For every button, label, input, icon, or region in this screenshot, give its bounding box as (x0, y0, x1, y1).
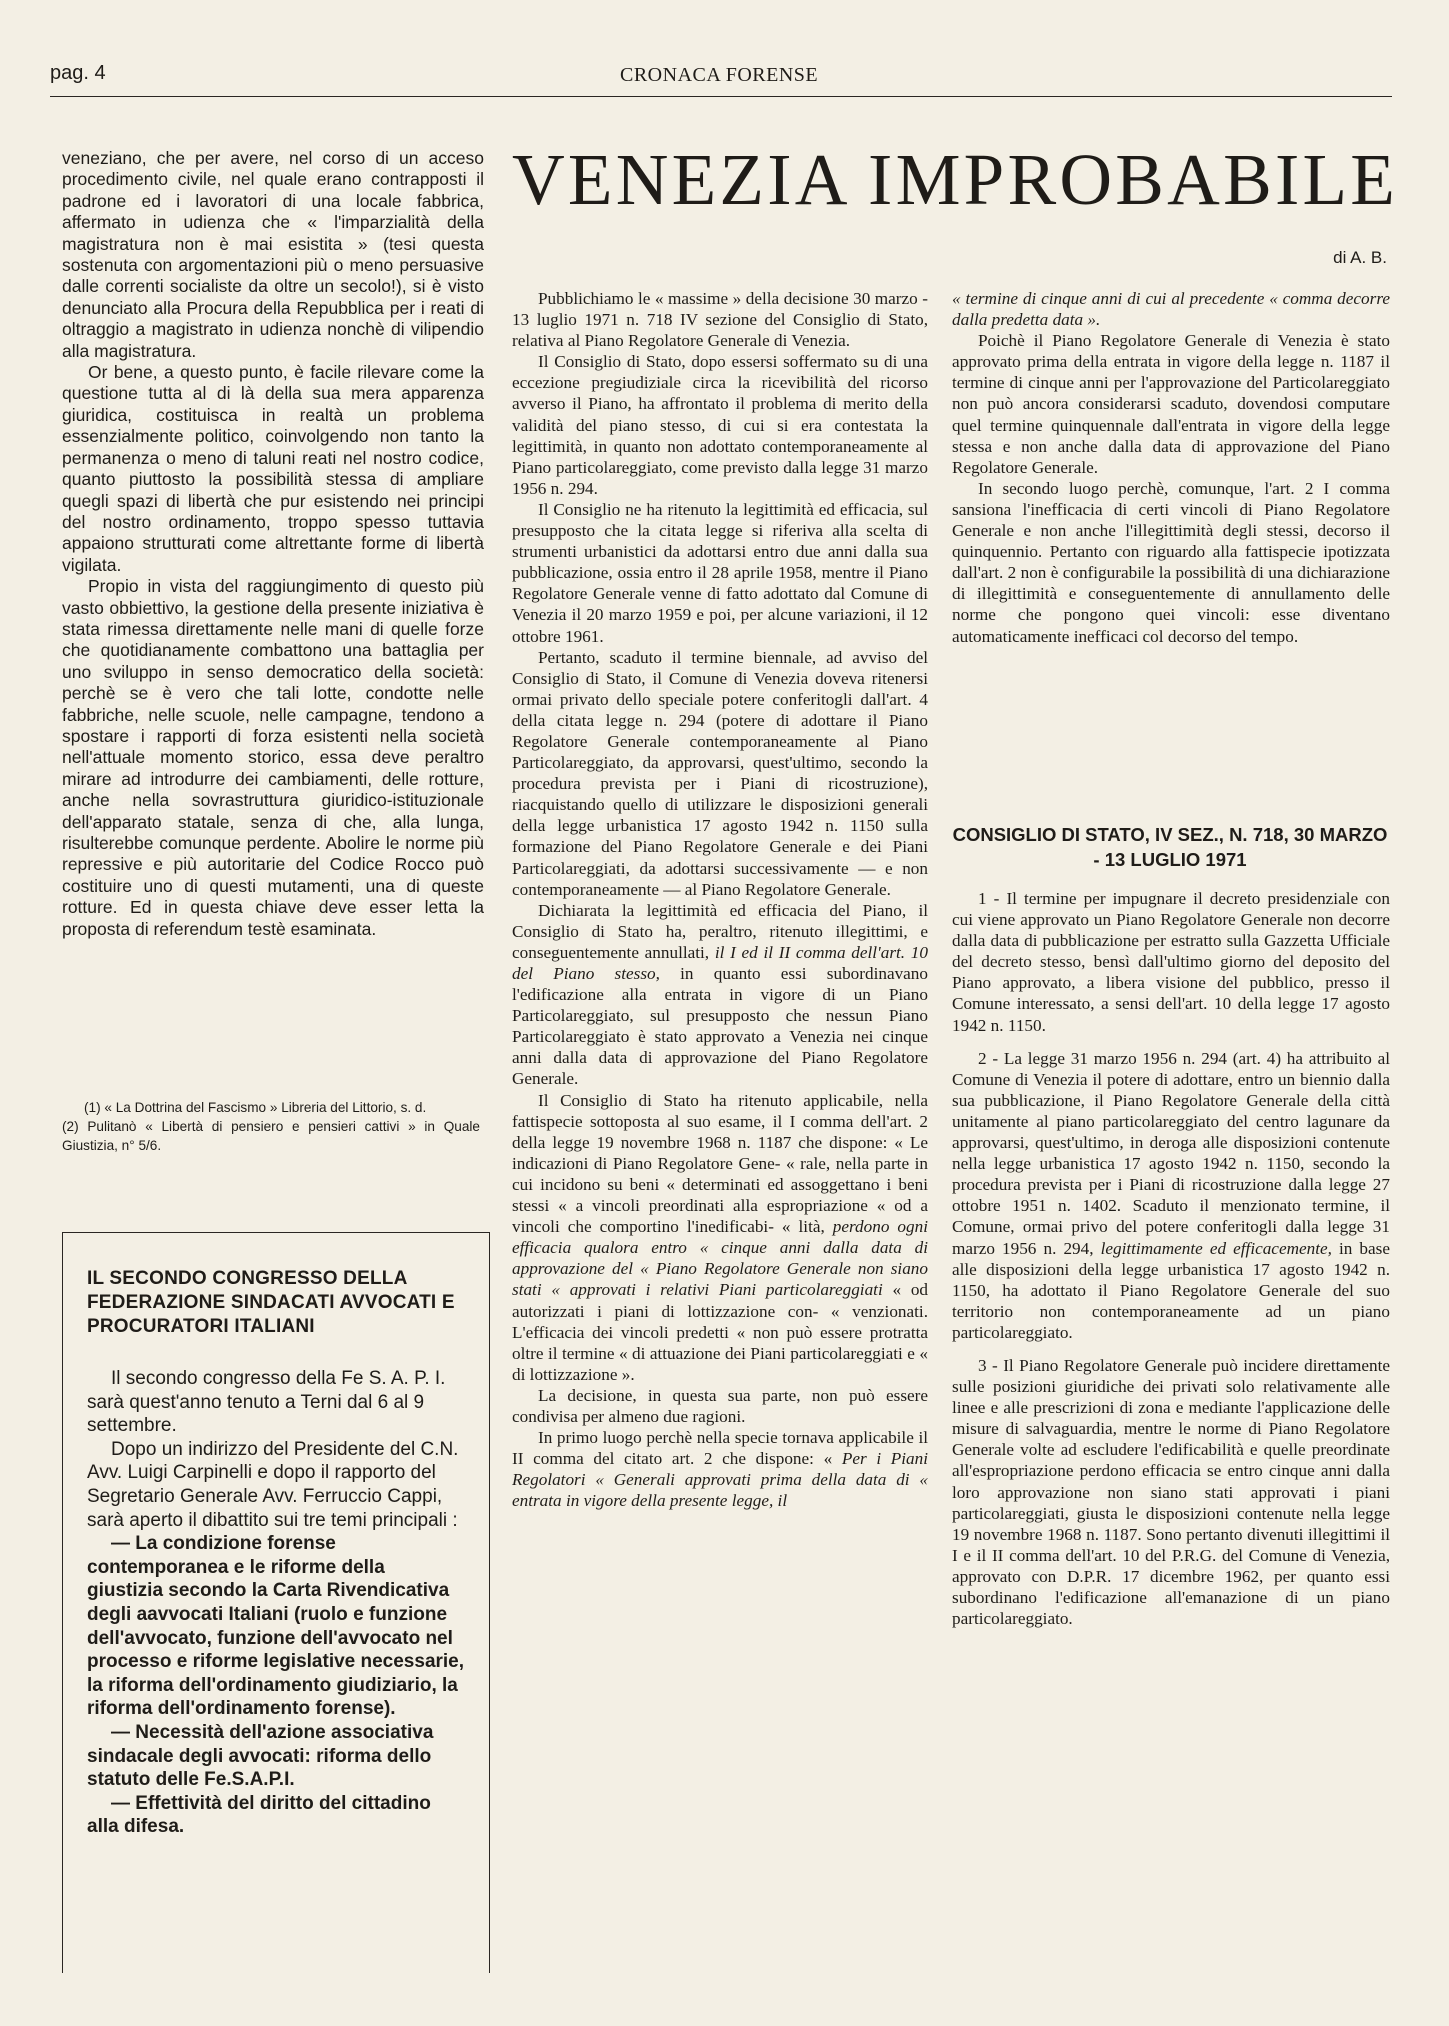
box-body (87, 1367, 465, 1839)
footnote: (2) Pulitanò « Libertà di pensiero e pensieri cattivi » in Quale Giustizia, n° 5/6. (62, 1119, 480, 1153)
column-left (62, 148, 484, 940)
box-paragraph: Dopo un indirizzo del Presidente del C.N. Avv. Luigi Carpinelli e dopo il rapporto del Segretario Generale Avv. Ferruccio Cappi, sarà aperto il dibattito sui tre temi principali : (87, 1438, 459, 1531)
paragraph: Il Consiglio di Stato, dopo essersi soffermato su di una eccezione pregiudiziale circa la ricevibilità del ricorso avverso il Piano, ha affrontato il problema di merito della validità del piano stesso, di cui si era contestata la legittimità, in quanto non adottato contemporaneamente al Piano particolareggiato, come previsto dalla legge 31 marzo 1956 n. 294. (512, 352, 928, 498)
section-heading: CONSIGLIO DI STATO, IV SEZ., N. 718, 30 MARZO - 13 LUGLIO 1971 (952, 824, 1388, 870)
header-rule (50, 96, 1392, 97)
box-title: IL SECONDO CONGRESSO DELLA FEDERAZIONE SINDACATI AVVOCATI E PROCURATORI ITALIANI (87, 1268, 455, 1337)
paragraph: La decisione, in questa sua parte, non può essere condivisa per almeno due ragioni. (512, 1385, 928, 1426)
running-head: CRONACA FORENSE (620, 64, 819, 86)
paragraph: Or bene, a questo punto, è facile rilevare come la questione tutta al di là della sua mera apparenza giuridica, costituisca in realtà un problema essenzialmente politico, coinvolgendo non tanto la permanenza o meno di taluni reati nel nostro codice, quanto piuttosto la possibilità stessa di ampliare quegli spazi di libertà che pur esistendo nei principi del nostro ordinamento, troppo spesso tuttavia appaiono strutturati come altrettante forme di libertà vigilata. (62, 362, 484, 575)
paragraph: Il Consiglio ne ha ritenuto la legittimità ed efficacia, sul presupposto che la citata legge si riferiva alla scelta di strumenti urbanistici da adottarsi entro due anni dalla sua pubblicazione, ossia entro il 28 aprile 1958, mentre il Piano Regolatore Generale venne di fatto adottato dal Comune di Venezia il 20 marzo 1959 e poi, per alcune variazioni, il 12 ottobre 1961. (512, 499, 928, 646)
paragraph: Propio in vista del raggiungimento di questo più vasto obbiettivo, la gestione della presente iniziativa è stata rimessa direttamente nelle mani di quelle forze che quotidianamente combattono una battaglia per uno sviluppo in senso democratico della società: perchè se è vero che tali lotte, condotte nelle fabbriche, nelle scuole, nelle campagne, tendono a spostare i rapporti di forza esistenti nella società nell'attuale momento storico, essa deve peraltro mirare ad introdurre dei cambiamenti, delle rotture, anche nella sovrastruttura giuridico-istituzionale dell'apparato statale, senza di che, alla lunga, risulterebbe comunque perdente. Abolire le norme più repressive e più autoritarie del Codice Rocco può costituire uno di questi mutamenti, una di queste rotture. Ed in questa chiave deve esser letta la proposta di referendum testè esaminata. (62, 576, 484, 939)
box-theme: — La condizione forense contemporanea e le riforme della giustizia secondo la Carta Rivendicativa degli aavvocati Italiani (ruolo e funzione dell'avvocato, funzione dell'avvocato nel processo e riforme legislative necessarie, la riforma dell'ordinamento giudiziario, la riforma dell'ordinamento forense). (87, 1533, 465, 1720)
page-number: pag. 4 (50, 62, 106, 84)
box-paragraph: Il secondo congresso della Fe S. A. P. I. sarà quest'anno tenuto a Terni dal 6 al 9 settembre. (87, 1368, 446, 1437)
box-theme: — Effettività del diritto del cittadino alla difesa. (87, 1792, 431, 1838)
paragraph: Pubblichiamo le « massime » della decisione 30 marzo - 13 luglio 1971 n. 718 IV sezione del Consiglio di Stato, relativa al Piano Regolatore Generale di Venezia. (512, 289, 928, 351)
paragraph: Pertanto, scaduto il termine biennale, ad avviso del Consiglio di Stato, il Comune di Venezia doveva ritenersi ormai privato dello speciale potere conferitogli dall'art. 4 della citata legge n. 294 (potere di adottare il Piano Regolatore Generale contemporaneamente al Piano Particolareggiato, da approvarsi, quest'ultimo, secondo la procedura prevista per i Piani di ricostruzione), riacquistando quello di utilizzare le disposizioni generali della legge urbanistica 17 agosto 1942 n. 1150 sulla formazione del Piano Regolatore Generale e dei Piani Particolareggiati, da adottarsi successivamente — e non contemporaneamente — al Piano Regolatore Generale. (512, 647, 928, 899)
column-middle (512, 288, 928, 1511)
footnote: (1) « La Dottrina del Fascismo » Libreria del Littorio, s. d. (84, 1100, 427, 1115)
maxim: 3 - Il Piano Regolatore Generale può incidere direttamente sulle posizioni giuridiche dei privati solo relativamente alle linee e alle prescrizioni di zona e mediante l'applicazione delle misure di salvaguardia, mentre le norme di Piano Regolatore Generale volte ad escludere l'edificabilità e quelle preordinate all'espropriazione perdono efficacia se entro cinque anni dalla loro approvazione non siano stati approvati i piani particolareggiati, giusta le disposizioni contenute nella legge 19 novembre 1968 n. 1187. Sono pertanto divenuti illegittimi il I e il II comma dell'art. 10 del P.R.G. del Comune di Venezia, approvato con D.P.R. 17 dicembre 1962, per quanto essi subordinano l'edificazione all'emanazione di un piano particolareggiato. (952, 1355, 1390, 1629)
maxim: 2 - La legge 31 marzo 1956 n. 294 (art. 4) ha attribuito al Comune di Venezia il potere di adottare, entro un biennio dalla sua pubblicazione, il Piano Regolatore Generale della città unitamente al piano particolareggiato del centro lagunare da approvarsi, quest'ultimo, in deroga alle disposizioni contenute nella legge urbanistica 17 agosto 1942 n. 1150, secondo la procedura prevista per i Piani di ricostruzione dalla legge 27 ottobre 1951 n. 1402. Scaduto il menzionato termine, il Comune, ormai privo del potere conferitogli dalla legge 31 marzo 1956 n. 294, legittimamente ed efficacemente, in base alle disposizioni della legge urbanistica 17 agosto 1942 n. 1150, ha adottato il Piano Regolatore Generale del suo territorio non contemporaneamente ad un piano particolareggiato. (952, 1048, 1390, 1342)
footnotes (62, 1098, 480, 1155)
maxim: 1 - Il termine per impugnare il decreto presidenziale con cui viene approvato un Piano Regolatore Generale non decorre dalla data di pubblicazione per estratto sulla Gazzetta Ufficiale del decreto stesso, bensì dall'ultimo giorno del deposito del Piano approvato, a libera visione del pubblico, presso il Comune interessato, a sensi dell'art. 10 della legge 17 agosto 1942 n. 1150. (952, 889, 1390, 1035)
paragraph: In primo luogo perchè nella specie tornava applicabile il II comma del citato art. 2 che dispone: « Per i Piani Regolatori « Generali approvati prima della data di « entrata in vigore della presente legge, il (512, 1428, 928, 1511)
paragraph: Dichiarata la legittimità ed efficacia del Piano, il Consiglio di Stato ha, peraltro, ritenuto illegittimi, e conseguentemente annullati, il I ed il II comma dell'art. 10 del Piano stesso, in quanto essi subordinavano l'edificazione alla entrata in vigore di un Piano Particolareggiato, sul presupposto che nessun Piano Particolareggiato è stato approvato a Venezia nei cinque anni dalla data di approvazione del Piano Regolatore Generale. (512, 900, 928, 1089)
paragraph: Poichè il Piano Regolatore Generale di Venezia è stato approvato prima della entrata in vigore della legge n. 1187 il termine di cinque anni per l'approvazione del Particolareggiato non può ancora considerarsi scaduto, dovendosi computare quel termine quinquennale dall'entrata in vigore della legge stessa e non anche dalla data di approvazione del Piano Regolatore Generale. (952, 331, 1390, 477)
byline: di A. B. (1333, 248, 1387, 267)
column-right (952, 288, 1390, 647)
paragraph: In secondo luogo perchè, comunque, l'art. 2 I comma sansiona l'inefficacia di certi vincoli di Piano Regolatore Generale e non anche l'illegittimità degli stessi, decorso il quinquennio. Pertanto con riguardo alla fattispecie ipotizzata dall'art. 2 non è configurabile la possibilità di una dichiarazione di illegittimità e conseguentemente di annullamento delle norme che pongono quei vincoli: esse diventano automaticamente inefficaci col decorso del tempo. (952, 478, 1390, 646)
paragraph: Il Consiglio di Stato ha ritenuto applicabile, nella fattispecie sottoposta al suo esame, il I comma dell'art. 2 della legge 19 novembre 1968 n. 1187 che dispone: « Le indicazioni di Piano Regolatore Gene- « rale, nella parte in cui incidono su beni « determinati ed assoggettano i beni stessi « a vincoli preordinati alla espropriazione « od a vincoli che comportino l'inedificabi- « lità, perdono ogni efficacia qualora entro « cinque anni dalla data di approvazione del « Piano Regolatore Generale non siano stati « approvati i relativi Piani particolareggiati « od autorizzati i piani di lottizzazione con- « venzionati. L'efficacia dei vincoli predetti « non può essere protratta oltre il termine « di attuazione dei Piani particolareggiati e « di lottizzazione ». (512, 1090, 928, 1384)
box-theme: — Necessità dell'azione associativa sindacale degli avvocati: riforma dello statuto delle Fe.S.A.P.I. (87, 1721, 434, 1791)
paragraph: « termine di cinque anni di cui al precedente « comma decorre dalla predetta data ». (952, 289, 1390, 330)
congress-announcement-box (62, 1232, 490, 1973)
article-title: VENEZIA IMPROBABILE (512, 139, 1399, 220)
paragraph: veneziano, che per avere, nel corso di un acceso procedimento civile, nel quale erano contrapposti il padrone ed i lavoratori di una locale fabbrica, affermato in udienza che « l'imparzialità della magistratura non è mai esistita » (tesi questa sostenuta con argomentazioni più o meno persuasive dalle correnti socialiste da oltre un secolo!), si è visto denunciato alla Procura della Repubblica per i reati di oltraggio a magistrato in udienza nonchè di vilipendio alla magistratura. (62, 148, 484, 361)
column-right-maxims (952, 888, 1390, 1629)
